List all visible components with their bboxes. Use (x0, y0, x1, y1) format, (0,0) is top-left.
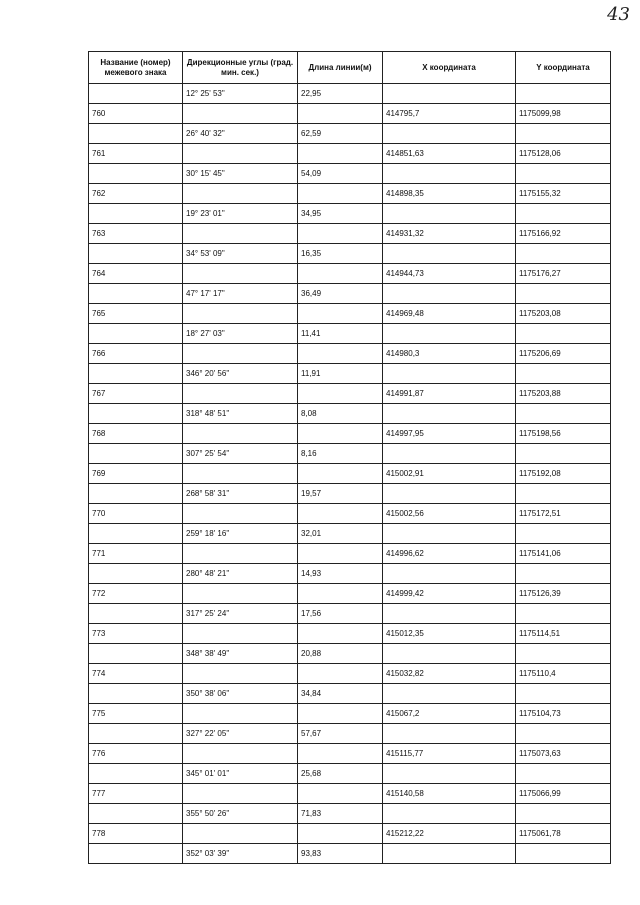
table-row-segment (89, 604, 611, 624)
x-coordinate-cell (383, 484, 516, 504)
angle-cell: 259° 18' 16" (183, 524, 298, 544)
point-name-cell: 774 (89, 664, 183, 684)
y-coordinate-cell: 1175176,27 (516, 264, 611, 284)
table-row-point (89, 824, 611, 844)
y-coordinate-cell: 1175110,4 (516, 664, 611, 684)
angle-cell: 268° 58' 31" (183, 484, 298, 504)
x-coordinate-cell: 414999,42 (383, 584, 516, 604)
length-cell: 11,41 (298, 324, 383, 344)
table-row-segment (89, 204, 611, 224)
y-coordinate-cell: 1175203,08 (516, 304, 611, 324)
x-coordinate-cell: 414851,63 (383, 144, 516, 164)
angle-cell (183, 184, 298, 204)
angle-cell: 12° 25' 53" (183, 84, 298, 104)
x-coordinate-cell (383, 244, 516, 264)
length-cell (298, 424, 383, 444)
angle-cell (183, 344, 298, 364)
table-row-segment (89, 124, 611, 144)
length-cell (298, 384, 383, 404)
y-coordinate-cell: 1175172,51 (516, 504, 611, 524)
length-cell: 57,67 (298, 724, 383, 744)
length-cell: 62,59 (298, 124, 383, 144)
angle-cell: 47° 17' 17" (183, 284, 298, 304)
angle-cell (183, 784, 298, 804)
length-cell (298, 504, 383, 524)
table-row-point (89, 224, 611, 244)
table-row-point (89, 624, 611, 644)
header-x-coordinate: X координата (383, 52, 516, 84)
table-row-point (89, 304, 611, 324)
length-cell (298, 104, 383, 124)
point-name-cell: 762 (89, 184, 183, 204)
angle-cell (183, 824, 298, 844)
point-name-cell: 761 (89, 144, 183, 164)
x-coordinate-cell: 415212,22 (383, 824, 516, 844)
angle-cell: 317° 25' 24" (183, 604, 298, 624)
y-coordinate-cell (516, 444, 611, 464)
y-coordinate-cell (516, 364, 611, 384)
point-name-cell (89, 604, 183, 624)
y-coordinate-cell (516, 124, 611, 144)
x-coordinate-cell (383, 364, 516, 384)
x-coordinate-cell (383, 284, 516, 304)
table-row-point (89, 384, 611, 404)
angle-cell: 30° 15' 45" (183, 164, 298, 184)
length-cell: 17,56 (298, 604, 383, 624)
x-coordinate-cell (383, 804, 516, 824)
page-number: 43 (607, 4, 630, 25)
y-coordinate-cell (516, 324, 611, 344)
boundary-coordinates-table (88, 51, 611, 864)
length-cell: 25,68 (298, 764, 383, 784)
y-coordinate-cell (516, 804, 611, 824)
x-coordinate-cell (383, 724, 516, 744)
point-name-cell (89, 84, 183, 104)
y-coordinate-cell (516, 524, 611, 544)
table-row-segment (89, 484, 611, 504)
x-coordinate-cell (383, 84, 516, 104)
y-coordinate-cell: 1175126,39 (516, 584, 611, 604)
table-row-segment (89, 844, 611, 864)
x-coordinate-cell (383, 404, 516, 424)
angle-cell: 348° 38' 49" (183, 644, 298, 664)
table-row-segment (89, 804, 611, 824)
y-coordinate-cell: 1175198,56 (516, 424, 611, 444)
length-cell (298, 824, 383, 844)
length-cell (298, 704, 383, 724)
x-coordinate-cell: 415032,82 (383, 664, 516, 684)
angle-cell (183, 224, 298, 244)
point-name-cell (89, 644, 183, 664)
x-coordinate-cell: 414996,62 (383, 544, 516, 564)
angle-cell (183, 584, 298, 604)
length-cell: 36,49 (298, 284, 383, 304)
angle-cell (183, 744, 298, 764)
y-coordinate-cell: 1175066,99 (516, 784, 611, 804)
x-coordinate-cell: 414991,87 (383, 384, 516, 404)
length-cell: 34,95 (298, 204, 383, 224)
x-coordinate-cell (383, 164, 516, 184)
angle-cell (183, 624, 298, 644)
point-name-cell (89, 364, 183, 384)
angle-cell: 318° 48' 51" (183, 404, 298, 424)
x-coordinate-cell: 415115,77 (383, 744, 516, 764)
x-coordinate-cell (383, 644, 516, 664)
y-coordinate-cell (516, 604, 611, 624)
angle-cell: 18° 27' 03" (183, 324, 298, 344)
point-name-cell: 777 (89, 784, 183, 804)
table-row-segment (89, 724, 611, 744)
table-row-point (89, 104, 611, 124)
table-row-segment (89, 764, 611, 784)
y-coordinate-cell (516, 564, 611, 584)
angle-cell: 34° 53' 09" (183, 244, 298, 264)
length-cell: 11,91 (298, 364, 383, 384)
length-cell (298, 624, 383, 644)
header-y-coordinate: Y координата (516, 52, 611, 84)
y-coordinate-cell: 1175166,92 (516, 224, 611, 244)
table-row-point (89, 584, 611, 604)
y-coordinate-cell: 1175104,73 (516, 704, 611, 724)
point-name-cell (89, 244, 183, 264)
length-cell: 54,09 (298, 164, 383, 184)
point-name-cell: 768 (89, 424, 183, 444)
angle-cell (183, 704, 298, 724)
table-row-segment (89, 244, 611, 264)
x-coordinate-cell: 415140,58 (383, 784, 516, 804)
point-name-cell: 769 (89, 464, 183, 484)
point-name-cell: 773 (89, 624, 183, 644)
y-coordinate-cell (516, 484, 611, 504)
x-coordinate-cell: 414931,32 (383, 224, 516, 244)
table-row-point (89, 544, 611, 564)
y-coordinate-cell (516, 644, 611, 664)
length-cell (298, 584, 383, 604)
point-name-cell: 771 (89, 544, 183, 564)
x-coordinate-cell (383, 764, 516, 784)
header-direction-angles: Дирекционные углы (град. мин. сек.) (183, 52, 298, 84)
table-row-segment (89, 444, 611, 464)
point-name-cell: 767 (89, 384, 183, 404)
y-coordinate-cell (516, 764, 611, 784)
table-row-point (89, 744, 611, 764)
point-name-cell (89, 284, 183, 304)
table-row-segment (89, 684, 611, 704)
x-coordinate-cell: 415002,91 (383, 464, 516, 484)
x-coordinate-cell (383, 204, 516, 224)
point-name-cell: 776 (89, 744, 183, 764)
point-name-cell: 772 (89, 584, 183, 604)
angle-cell: 352° 03' 39" (183, 844, 298, 864)
y-coordinate-cell: 1175141,06 (516, 544, 611, 564)
x-coordinate-cell: 414969,48 (383, 304, 516, 324)
table-row-point (89, 424, 611, 444)
angle-cell: 345° 01' 01" (183, 764, 298, 784)
table-row-point (89, 664, 611, 684)
y-coordinate-cell (516, 164, 611, 184)
angle-cell: 350° 38' 06" (183, 684, 298, 704)
angle-cell: 327° 22' 05" (183, 724, 298, 744)
point-name-cell (89, 844, 183, 864)
angle-cell: 355° 50' 26" (183, 804, 298, 824)
point-name-cell (89, 204, 183, 224)
angle-cell: 280° 48' 21" (183, 564, 298, 584)
angle-cell: 26° 40' 32" (183, 124, 298, 144)
table-row-segment (89, 364, 611, 384)
table-header-row (89, 52, 611, 84)
table-row-point (89, 344, 611, 364)
length-cell (298, 664, 383, 684)
y-coordinate-cell (516, 404, 611, 424)
y-coordinate-cell (516, 284, 611, 304)
y-coordinate-cell: 1175206,69 (516, 344, 611, 364)
table-row-segment (89, 404, 611, 424)
x-coordinate-cell: 414944,73 (383, 264, 516, 284)
x-coordinate-cell (383, 844, 516, 864)
x-coordinate-cell (383, 124, 516, 144)
y-coordinate-cell (516, 684, 611, 704)
angle-cell (183, 664, 298, 684)
x-coordinate-cell: 414795,7 (383, 104, 516, 124)
angle-cell (183, 384, 298, 404)
x-coordinate-cell: 414898,35 (383, 184, 516, 204)
angle-cell: 307° 25' 54" (183, 444, 298, 464)
angle-cell (183, 424, 298, 444)
header-line-length: Длина линии(м) (298, 52, 383, 84)
length-cell: 8,16 (298, 444, 383, 464)
y-coordinate-cell: 1175073,63 (516, 744, 611, 764)
y-coordinate-cell (516, 204, 611, 224)
length-cell (298, 144, 383, 164)
table-row-point (89, 784, 611, 804)
x-coordinate-cell (383, 684, 516, 704)
length-cell (298, 784, 383, 804)
x-coordinate-cell (383, 324, 516, 344)
length-cell: 71,83 (298, 804, 383, 824)
point-name-cell (89, 404, 183, 424)
y-coordinate-cell (516, 84, 611, 104)
point-name-cell: 763 (89, 224, 183, 244)
table-row-point (89, 264, 611, 284)
angle-cell (183, 544, 298, 564)
length-cell (298, 184, 383, 204)
point-name-cell (89, 804, 183, 824)
point-name-cell: 778 (89, 824, 183, 844)
table-row-segment (89, 324, 611, 344)
length-cell: 22,95 (298, 84, 383, 104)
length-cell: 32,01 (298, 524, 383, 544)
table-row-point (89, 504, 611, 524)
table-row-point (89, 704, 611, 724)
table-row-segment (89, 564, 611, 584)
x-coordinate-cell: 414997,95 (383, 424, 516, 444)
length-cell: 14,93 (298, 564, 383, 584)
point-name-cell: 766 (89, 344, 183, 364)
x-coordinate-cell (383, 564, 516, 584)
length-cell: 34,84 (298, 684, 383, 704)
point-name-cell: 770 (89, 504, 183, 524)
table-body (89, 84, 611, 864)
length-cell: 8,08 (298, 404, 383, 424)
angle-cell (183, 464, 298, 484)
x-coordinate-cell (383, 604, 516, 624)
table-row-segment (89, 284, 611, 304)
point-name-cell: 760 (89, 104, 183, 124)
point-name-cell: 775 (89, 704, 183, 724)
point-name-cell (89, 164, 183, 184)
table-row-segment (89, 644, 611, 664)
x-coordinate-cell: 415012,35 (383, 624, 516, 644)
point-name-cell (89, 564, 183, 584)
x-coordinate-cell: 414980,3 (383, 344, 516, 364)
x-coordinate-cell (383, 524, 516, 544)
angle-cell (183, 264, 298, 284)
y-coordinate-cell: 1175114,51 (516, 624, 611, 644)
table-row-point (89, 464, 611, 484)
point-name-cell (89, 324, 183, 344)
angle-cell (183, 504, 298, 524)
point-name-cell (89, 124, 183, 144)
x-coordinate-cell: 415067,2 (383, 704, 516, 724)
boundary-table-sheet (88, 51, 610, 864)
point-name-cell (89, 484, 183, 504)
point-name-cell (89, 684, 183, 704)
length-cell (298, 304, 383, 324)
point-name-cell (89, 764, 183, 784)
y-coordinate-cell: 1175203,88 (516, 384, 611, 404)
length-cell (298, 464, 383, 484)
y-coordinate-cell: 1175061,78 (516, 824, 611, 844)
table-row-segment (89, 524, 611, 544)
y-coordinate-cell (516, 844, 611, 864)
point-name-cell: 764 (89, 264, 183, 284)
point-name-cell (89, 724, 183, 744)
x-coordinate-cell: 415002,56 (383, 504, 516, 524)
table-row-segment (89, 84, 611, 104)
length-cell: 20,88 (298, 644, 383, 664)
y-coordinate-cell: 1175192,08 (516, 464, 611, 484)
point-name-cell (89, 444, 183, 464)
y-coordinate-cell (516, 724, 611, 744)
length-cell (298, 544, 383, 564)
angle-cell: 346° 20' 56" (183, 364, 298, 384)
point-name-cell: 765 (89, 304, 183, 324)
table-row-point (89, 144, 611, 164)
length-cell (298, 264, 383, 284)
angle-cell (183, 144, 298, 164)
angle-cell (183, 104, 298, 124)
length-cell: 16,35 (298, 244, 383, 264)
length-cell: 19,57 (298, 484, 383, 504)
y-coordinate-cell: 1175099,98 (516, 104, 611, 124)
y-coordinate-cell: 1175155,32 (516, 184, 611, 204)
length-cell: 93,83 (298, 844, 383, 864)
table-row-segment (89, 164, 611, 184)
y-coordinate-cell: 1175128,06 (516, 144, 611, 164)
header-marker-name: Название (номер) межевого знака (89, 52, 183, 84)
length-cell (298, 344, 383, 364)
length-cell (298, 224, 383, 244)
angle-cell (183, 304, 298, 324)
angle-cell: 19° 23' 01" (183, 204, 298, 224)
point-name-cell (89, 524, 183, 544)
table-row-point (89, 184, 611, 204)
y-coordinate-cell (516, 244, 611, 264)
x-coordinate-cell (383, 444, 516, 464)
length-cell (298, 744, 383, 764)
